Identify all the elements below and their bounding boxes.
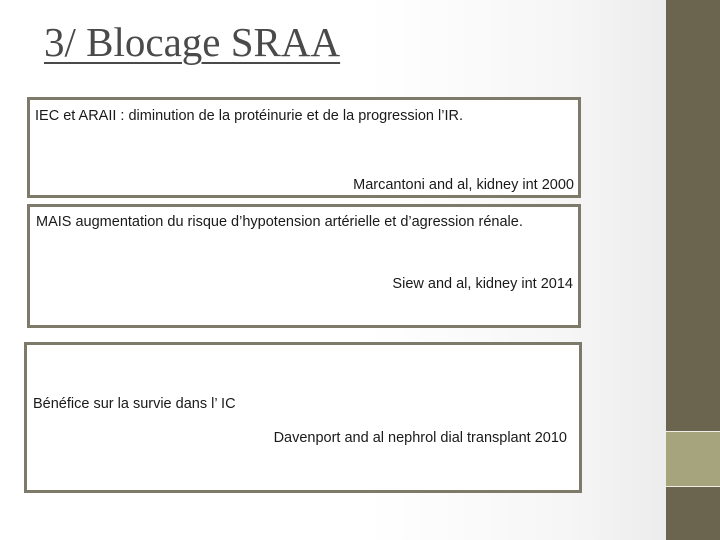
- text-box-iec-araii: [27, 97, 581, 198]
- text-box-risque: [27, 204, 581, 328]
- text-box-benefice: [24, 342, 582, 493]
- statement-text: IEC et ARAII : diminution de la protéinurie et de la progression l’IR.: [35, 108, 463, 124]
- citation-text: Davenport and al nephrol dial transplant 2010: [273, 430, 567, 446]
- statement-text: MAIS augmentation du risque d’hypotension artérielle et d’agression rénale.: [36, 214, 523, 230]
- slide-title: 3/ Blocage SRAA: [44, 19, 341, 65]
- decorative-side-band-accent: [666, 432, 720, 486]
- statement-text: Bénéfice sur la survie dans l’ IC: [33, 396, 236, 412]
- citation-text: Marcantoni and al, kidney int 2000: [353, 177, 574, 193]
- side-band-divider: [666, 486, 720, 487]
- citation-text: Siew and al, kidney int 2014: [392, 276, 573, 292]
